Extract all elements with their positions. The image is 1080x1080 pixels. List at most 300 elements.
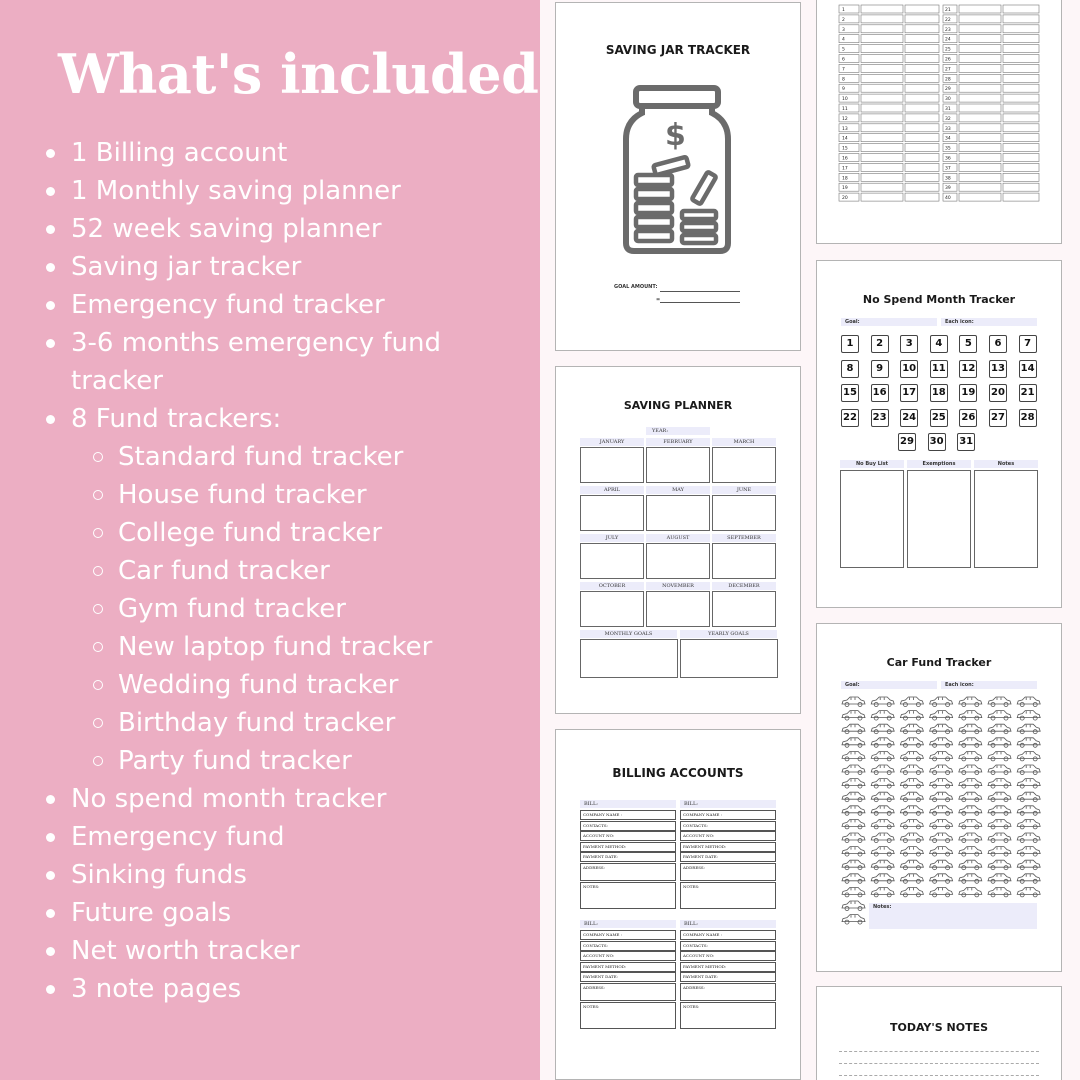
week-number: 29 [945,87,951,93]
bill-field: PAYMENT METHOD: [580,842,676,852]
week-cell [1003,15,1039,23]
week-number: 14 [842,136,848,142]
car-icon[interactable] [1017,833,1040,843]
day-box[interactable]: 10 [900,360,918,378]
notes-title: TODAY'S NOTES [889,1021,989,1034]
car-icon[interactable] [930,792,953,802]
bill-field: PAYMENT METHOD: [680,842,776,852]
car-icon[interactable] [871,860,894,870]
nospend-column-header: Exemptions [907,460,971,468]
week-cell [905,64,939,72]
week-number: 18 [842,176,848,182]
car-icon[interactable] [988,833,1011,843]
week-cell [959,25,1001,33]
nospend-each-icon-label: Each icon: [945,319,974,325]
week-number: 21 [945,8,951,13]
car-icon[interactable] [988,697,1011,707]
yearly-goals-header: YEARLY GOALS [680,630,777,638]
week-number: 36 [945,156,951,162]
week-cell [861,183,903,191]
month-header: APRIL [580,486,644,494]
bill-header: BILL: [580,920,676,928]
car-icon[interactable] [1017,847,1040,857]
car-icon[interactable] [871,847,894,857]
car-icon[interactable] [871,738,894,748]
feature-item: House fund tracker [0,476,540,514]
day-box[interactable]: 18 [930,384,948,402]
car-icon[interactable] [930,711,953,721]
car-icon[interactable] [842,915,865,925]
week-cell [905,124,939,132]
car-icon[interactable] [871,874,894,884]
car-icon[interactable] [988,887,1011,897]
month-header: JULY [580,534,644,542]
week-cell [959,163,1001,171]
day-box[interactable]: 1 [841,335,859,353]
day-box[interactable]: 3 [900,335,918,353]
week-number: 15 [842,146,848,152]
week-cell [905,94,939,102]
bill-field: PAYMENT DATE: [680,852,776,862]
car-icon[interactable] [959,887,982,897]
car-icon[interactable] [900,792,923,802]
week-number: 35 [945,146,951,152]
car-icon[interactable] [930,874,953,884]
week-cell [959,84,1001,92]
week-cell [905,25,939,33]
car-icon[interactable] [900,779,923,789]
note-line [839,1063,1039,1064]
week-number: 10 [842,97,848,103]
car-icon[interactable] [988,806,1011,816]
week-cell [1003,45,1039,53]
week-cell [959,114,1001,122]
week-cell [1003,94,1039,102]
bill-field: CONTACTS: [580,941,676,951]
month-header: FEBRUARY [646,438,710,446]
day-box[interactable]: 13 [989,360,1007,378]
bill-field: COMPANY NAME : [680,810,776,820]
week-cell [1003,124,1039,132]
car-icon[interactable] [930,724,953,734]
week-number: 31 [945,107,951,112]
day-box[interactable]: 12 [959,360,977,378]
week-cell [905,163,939,171]
car-icon[interactable] [1017,765,1040,775]
car-icon[interactable] [842,697,865,707]
day-box[interactable]: 21 [1019,384,1037,402]
day-box[interactable]: 31 [957,433,975,451]
car-icon[interactable] [959,847,982,857]
day-box[interactable]: 24 [900,409,918,427]
week-cell [905,35,939,43]
week-number: 6 [842,57,845,63]
week-number: 8 [842,77,845,83]
car-icon[interactable] [988,819,1011,829]
week-number: 4 [842,37,845,43]
feature-item: Emergency fund [0,818,540,856]
week-number: 32 [945,116,951,122]
car-icon[interactable] [959,819,982,829]
month-box [580,495,644,531]
car-icon[interactable] [842,806,865,816]
goal-amount-label: GOAL AMOUNT: [614,284,658,290]
car-icon[interactable] [1017,806,1040,816]
day-box[interactable]: 23 [871,409,889,427]
car-icon[interactable] [842,779,865,789]
bill-field: ACCOUNT NO: [680,951,776,961]
nospend-title: No Spend Month Tracker [862,293,1016,306]
day-box[interactable]: 22 [841,409,859,427]
day-box[interactable]: 19 [959,384,977,402]
week-number: 34 [945,136,951,142]
day-box[interactable]: 9 [871,360,889,378]
car-icon[interactable] [959,860,982,870]
week-cell [861,15,903,23]
week-cell [861,193,903,201]
week-cell [959,55,1001,63]
car-icon[interactable] [900,697,923,707]
car-icon[interactable] [900,751,923,761]
feature-list [0,134,540,1008]
feature-item: Wedding fund tracker [0,666,540,704]
month-header: OCTOBER [580,582,644,590]
car-icon[interactable] [1017,860,1040,870]
car-icon[interactable] [930,751,953,761]
car-icon[interactable] [1017,779,1040,789]
week-cell [861,25,903,33]
month-header: JUNE [712,486,776,494]
feature-item: tracker [71,366,163,396]
week-number: 17 [842,166,848,172]
week-table [817,0,1062,244]
car-icon[interactable] [930,806,953,816]
car-icon[interactable] [871,765,894,775]
week-number: 23 [945,27,951,33]
car-icon[interactable] [900,819,923,829]
week-number: 39 [945,186,951,192]
week-cell [1003,183,1039,191]
week-number: 37 [945,166,951,172]
car-icon[interactable] [988,860,1011,870]
page-car-fund-tracker [816,623,1062,972]
day-box[interactable]: 8 [841,360,859,378]
car-icon[interactable] [871,833,894,843]
day-box[interactable]: 17 [900,384,918,402]
car-icon[interactable] [988,779,1011,789]
car-icon[interactable] [842,711,865,721]
car-icon[interactable] [988,847,1011,857]
day-box[interactable]: 15 [841,384,859,402]
week-cell [959,35,1001,43]
car-icon[interactable] [988,792,1011,802]
car-icon[interactable] [1017,724,1040,734]
car-icon[interactable] [1017,792,1040,802]
feature-item: College fund tracker [0,514,540,552]
day-box[interactable]: 7 [1019,335,1037,353]
week-number: 5 [842,47,845,53]
car-icon[interactable] [900,738,923,748]
car-icon[interactable] [959,779,982,789]
day-box[interactable]: 30 [928,433,946,451]
car-icon[interactable] [842,751,865,761]
car-icon[interactable] [959,806,982,816]
car-icon[interactable] [959,738,982,748]
car-icon[interactable] [842,887,865,897]
bill-field: ACCOUNT NO: [580,951,676,961]
week-cell [1003,64,1039,72]
nospend-goal-field [841,318,937,326]
page-billing-accounts [555,729,801,1080]
car-icon[interactable] [871,806,894,816]
week-number: 16 [842,156,848,162]
feature-item: 1 Billing account [0,134,540,172]
feature-item: 3-6 months emergency fund [0,324,540,362]
week-cell [905,173,939,181]
week-cell [861,55,903,63]
goal-line [660,291,740,292]
car-icon[interactable] [871,819,894,829]
nospend-column-box [907,470,971,568]
month-box [580,591,644,627]
day-box[interactable]: 5 [959,335,977,353]
feature-item: Gym fund tracker [0,590,540,628]
car-icon[interactable] [871,887,894,897]
bill-notes-field: NOTES: [580,882,676,909]
car-icon[interactable] [988,711,1011,721]
month-header: MARCH [712,438,776,446]
week-number: 26 [945,57,951,63]
car-icon[interactable] [871,792,894,802]
month-header: NOVEMBER [646,582,710,590]
day-box[interactable]: 20 [989,384,1007,402]
money-jar-icon [620,83,734,258]
week-cell [1003,144,1039,152]
car-icon[interactable] [959,697,982,707]
car-icon[interactable] [871,779,894,789]
week-cell [861,84,903,92]
month-box [646,543,710,579]
month-header: DECEMBER [712,582,776,590]
car-icon[interactable] [930,779,953,789]
car-icon[interactable] [988,724,1011,734]
week-cell [861,64,903,72]
car-notes-label: Notes: [873,904,892,910]
car-icon[interactable] [842,819,865,829]
day-box[interactable]: 6 [989,335,1007,353]
car-icon[interactable] [1017,751,1040,761]
month-header: JANUARY [580,438,644,446]
car-icon[interactable] [1017,738,1040,748]
car-icon[interactable] [842,738,865,748]
car-icon[interactable] [1017,819,1040,829]
nospend-column-header: No Buy List [840,460,904,468]
bill-field: PAYMENT DATE: [680,972,776,982]
week-cell [1003,5,1039,13]
day-box[interactable]: 11 [930,360,948,378]
week-cell [1003,163,1039,171]
car-icon[interactable] [930,697,953,707]
car-icon[interactable] [988,874,1011,884]
car-icon[interactable] [930,887,953,897]
week-cell [905,114,939,122]
car-icon[interactable] [959,765,982,775]
bill-field: COMPANY NAME : [580,810,676,820]
car-icon[interactable] [1017,697,1040,707]
week-cell [861,163,903,171]
week-cell [1003,154,1039,162]
day-box[interactable]: 28 [1019,409,1037,427]
week-cell [861,114,903,122]
car-icon[interactable] [959,792,982,802]
bill-field: PAYMENT DATE: [580,972,676,982]
day-box[interactable]: 4 [930,335,948,353]
car-icon[interactable] [900,874,923,884]
feature-item: 8 Fund trackers: [0,400,540,438]
week-cell [959,64,1001,72]
car-icon[interactable] [930,833,953,843]
feature-item: New laptop fund tracker [0,628,540,666]
bill-field: CONTACTS: [680,821,776,831]
car-icon[interactable] [988,738,1011,748]
week-number: 27 [945,67,951,73]
month-box [712,495,776,531]
car-icon[interactable] [871,711,894,721]
week-cell [905,74,939,82]
feature-item: Saving jar tracker [0,248,540,286]
week-cell [1003,114,1039,122]
week-cell [861,45,903,53]
week-number: 9 [842,87,845,93]
car-icon[interactable] [900,724,923,734]
car-icon[interactable] [1017,874,1040,884]
day-box[interactable]: 25 [930,409,948,427]
car-icon[interactable] [842,901,865,911]
car-icon[interactable] [930,860,953,870]
week-cell [861,173,903,181]
car-icon[interactable] [959,711,982,721]
car-icon[interactable] [900,833,923,843]
week-number: 30 [945,97,951,103]
dollar-sign: $ [665,118,686,153]
day-box[interactable]: 16 [871,384,889,402]
car-icon[interactable] [871,751,894,761]
week-cell [861,134,903,142]
year-field [646,427,710,435]
week-cell [959,154,1001,162]
month-box [712,591,776,627]
car-icon[interactable] [900,806,923,816]
car-icon[interactable] [1017,887,1040,897]
car-icon[interactable] [871,724,894,734]
day-box[interactable]: 27 [989,409,1007,427]
feature-item: 3 note pages [0,970,540,1008]
car-icon[interactable] [930,738,953,748]
note-line [839,1051,1039,1052]
month-box [646,591,710,627]
car-notes-box [869,903,1037,929]
week-number: 13 [842,126,848,132]
bill-field: ADDRESS: [680,983,776,1001]
month-header: AUGUST [646,534,710,542]
nospend-column-header: Notes [974,460,1038,468]
car-icon[interactable] [930,819,953,829]
car-icon[interactable] [959,833,982,843]
week-cell [959,45,1001,53]
week-cell [959,74,1001,82]
week-number: 1 [842,8,845,13]
car-icon[interactable] [842,833,865,843]
week-cell [905,104,939,112]
month-header: MAY [646,486,710,494]
monthly-goals-box [580,639,678,678]
car-icon[interactable] [959,724,982,734]
car-icon[interactable] [1017,711,1040,721]
day-box[interactable]: 14 [1019,360,1037,378]
bill-field: ADDRESS: [580,983,676,1001]
billing-title: BILLING ACCOUNTS [612,766,744,780]
week-cell [959,134,1001,142]
feature-item: Birthday fund tracker [0,704,540,742]
week-cell [1003,173,1039,181]
car-icon[interactable] [959,874,982,884]
car-icon[interactable] [842,724,865,734]
car-icon[interactable] [988,765,1011,775]
day-box[interactable]: 26 [959,409,977,427]
bill-header: BILL: [680,920,776,928]
car-icon[interactable] [900,847,923,857]
car-icon[interactable] [900,711,923,721]
day-box[interactable]: 29 [898,433,916,451]
car-icon[interactable] [900,765,923,775]
car-icon[interactable] [842,792,865,802]
week-number: 2 [842,17,845,23]
week-cell [959,173,1001,181]
month-header: SEPTEMBER [712,534,776,542]
feature-item: 52 week saving planner [0,210,540,248]
car-icon[interactable] [842,847,865,857]
yearly-goals-box [680,639,778,678]
month-box [580,543,644,579]
car-icon[interactable] [900,860,923,870]
week-cell [861,144,903,152]
note-line [839,1075,1039,1076]
bill-notes-field: NOTES: [680,882,776,909]
week-cell [861,35,903,43]
car-icon[interactable] [959,751,982,761]
bill-header: BILL: [680,800,776,808]
car-icon[interactable] [842,860,865,870]
car-icon[interactable] [871,697,894,707]
feature-item: Standard fund tracker [0,438,540,476]
bill-field: CONTACTS: [680,941,776,951]
car-icon[interactable] [988,751,1011,761]
feature-item: Emergency fund tracker [0,286,540,324]
week-cell [1003,55,1039,63]
week-cell [861,124,903,132]
week-number: 12 [842,116,848,122]
car-icon[interactable] [930,765,953,775]
week-number: 7 [842,67,845,73]
day-box[interactable]: 2 [871,335,889,353]
car-icon[interactable] [930,847,953,857]
car-icon[interactable] [842,874,865,884]
monthly-goals-header: MONTHLY GOALS [580,630,677,638]
week-cell [861,74,903,82]
car-icon[interactable] [842,765,865,775]
car-icon[interactable] [900,887,923,897]
car-title: Car Fund Tracker [886,656,992,669]
